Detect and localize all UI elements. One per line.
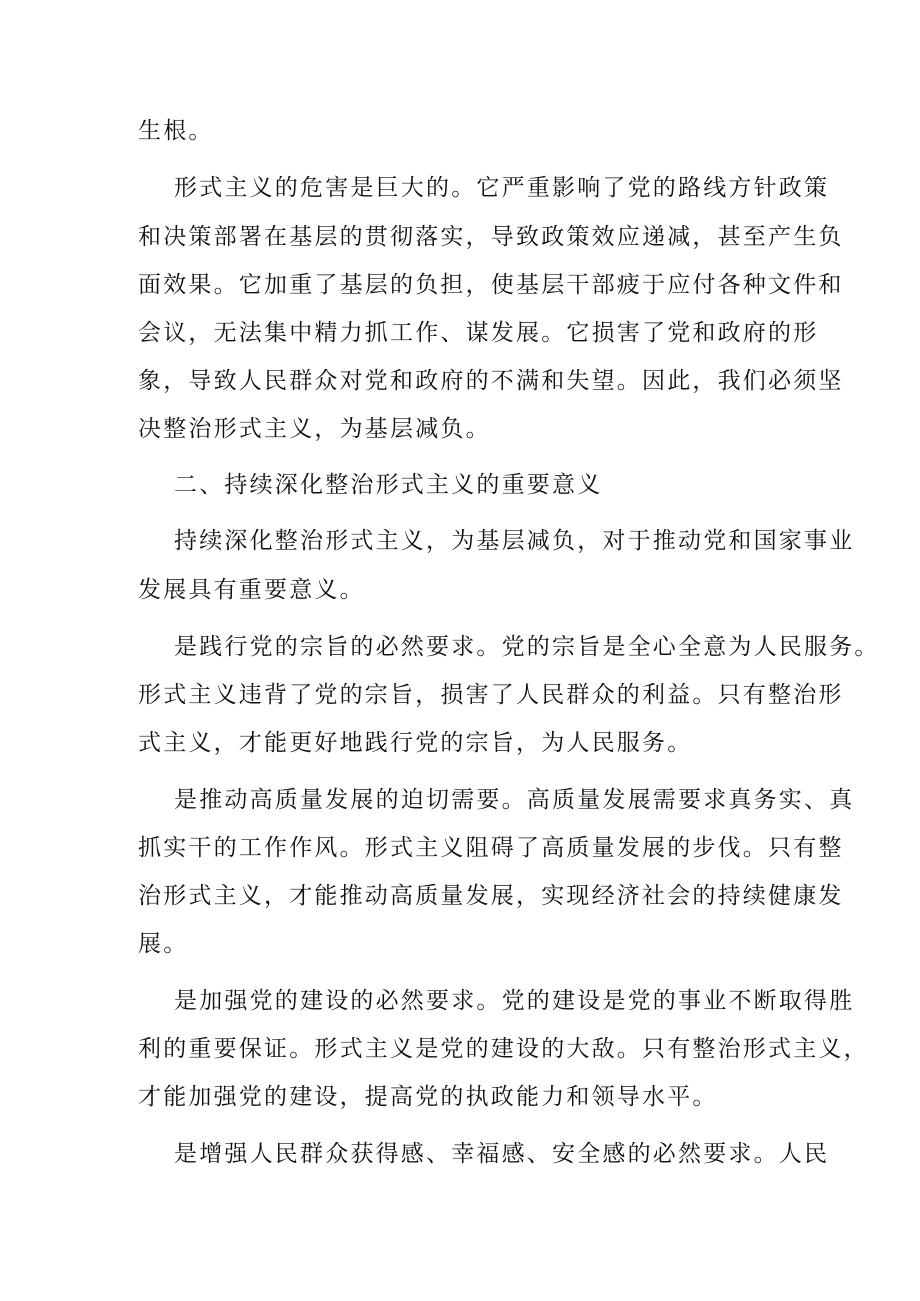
text-line: 决整治形式主义，为基层减负。: [138, 416, 491, 442]
text-line: 持续深化整治形式主义，为基层减负，对于推动党和国家事业: [174, 528, 855, 554]
text-line: 形式主义违背了党的宗旨，损害了人民群众的利益。只有整治形: [138, 682, 844, 708]
text-line: 形式主义的危害是巨大的。它严重影响了党的路线方针政策: [174, 175, 830, 201]
text-line: 面效果。它加重了基层的负担，使基层干部疲于应付各种文件和: [138, 272, 844, 298]
section-heading: 二、持续深化整治形式主义的重要意义: [174, 472, 603, 498]
text-line: 会议，无法集中精力抓工作、谋发展。它损害了党和政府的形: [138, 320, 819, 346]
text-line: 是增强人民群众获得感、幸福感、安全感的必然要求。人民: [174, 1141, 830, 1167]
text-line: 和决策部署在基层的贯彻落实，导致政策效应递减，甚至产生负: [138, 224, 844, 250]
text-line: 式主义，才能更好地践行党的宗旨，为人民服务。: [138, 730, 693, 756]
text-line: 展。: [138, 931, 189, 957]
text-line: 才能加强党的建设，提高党的执政能力和领导水平。: [138, 1084, 718, 1110]
text-line: 生根。: [138, 118, 214, 144]
text-line: 是加强党的建设的必然要求。党的建设是党的事业不断取得胜: [174, 988, 855, 1014]
text-line: 发展具有重要意义。: [138, 577, 365, 603]
text-line: 象，导致人民群众对党和政府的不满和失望。因此，我们必须坚: [138, 368, 844, 394]
text-line: 是推动高质量发展的迫切需要。高质量发展需要求真务实、真: [174, 787, 855, 813]
text-line: 治形式主义，才能推动高质量发展，实现经济社会的持续健康发: [138, 883, 844, 909]
text-line: 抓实干的工作作风。形式主义阻碍了高质量发展的步伐。只有整: [138, 835, 844, 861]
text-line: 是践行党的宗旨的必然要求。党的宗旨是全心全意为人民服务。: [174, 634, 880, 660]
text-line: 利的重要保证。形式主义是党的建设的大敌。只有整治形式主义，: [138, 1036, 869, 1062]
